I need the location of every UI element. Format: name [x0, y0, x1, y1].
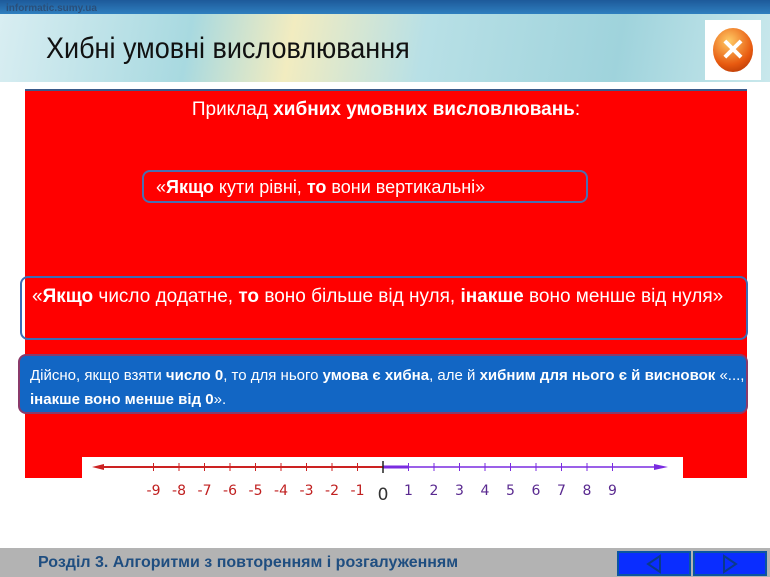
- text: ».: [213, 391, 227, 408]
- text: :: [574, 99, 581, 120]
- tick-label: 3: [455, 483, 464, 499]
- arrow-right-icon: [720, 554, 740, 574]
- arrow-right-icon: [654, 464, 668, 470]
- statement-box-1: [142, 170, 588, 203]
- text-bold: число 0: [165, 367, 224, 384]
- text-bold: Якщо: [42, 286, 94, 307]
- text: воно менше від нуля»: [523, 286, 724, 307]
- text-bold: Якщо: [166, 177, 214, 197]
- arrow-left-icon: [644, 554, 664, 574]
- text-bold: хибним для нього є й висновок: [479, 367, 716, 384]
- text: «...,: [715, 367, 745, 384]
- text-bold: інакше воно менше від 0: [30, 391, 214, 408]
- tick-label: 4: [480, 483, 490, 499]
- slide-header: [0, 0, 770, 82]
- text: «: [32, 286, 43, 307]
- text: вони вертикальні»: [326, 177, 486, 197]
- tick-label: -9: [146, 483, 161, 499]
- section-title: Розділ 3. Алгоритми з повторенням і розгалуженням: [38, 554, 459, 571]
- text-bold: то: [306, 177, 327, 197]
- arrow-left-icon: [92, 464, 104, 470]
- explanation-box: [18, 354, 748, 414]
- text: , але й: [429, 367, 480, 384]
- tick-label: -7: [197, 483, 212, 499]
- example-heading: [25, 99, 747, 121]
- text-bold: інакше: [460, 286, 524, 307]
- top-bar: [0, 0, 770, 14]
- text: Дійсно, якщо взяти: [30, 367, 166, 384]
- slide-title: Хибні умовні висловлювання: [46, 32, 410, 65]
- text: кути рівні,: [213, 177, 307, 197]
- tick-label: 1: [404, 483, 413, 499]
- tick-label: 8: [582, 483, 592, 499]
- tick-label: -6: [223, 483, 237, 499]
- close-button[interactable]: [705, 20, 761, 80]
- tick-label: 7: [557, 483, 566, 499]
- text: число додатне,: [93, 286, 239, 307]
- number-line: [0, 440, 770, 510]
- tick-label: -5: [248, 483, 263, 499]
- text: , то для нього: [223, 367, 323, 384]
- text-bold: то: [238, 286, 260, 307]
- tick-label: -8: [172, 483, 186, 499]
- next-button[interactable]: [693, 551, 767, 576]
- tick-label: 0: [377, 485, 389, 505]
- text: Приклад: [191, 99, 274, 120]
- tick-label: -3: [299, 483, 314, 499]
- text: воно більше від нуля,: [259, 286, 461, 307]
- tick-label: -2: [325, 483, 339, 499]
- tick-label: 9: [608, 483, 617, 499]
- text-bold: умова є хибна: [322, 367, 430, 384]
- text: «: [156, 177, 167, 197]
- tick-label: -1: [350, 483, 365, 499]
- tick-label: 5: [506, 483, 515, 499]
- tick-label: 6: [531, 483, 541, 499]
- tick-label: -4: [274, 483, 288, 499]
- site-name: informatic.sumy.ua: [6, 3, 97, 14]
- text-bold: хибних умовних висловлювань: [273, 99, 575, 120]
- close-icon: ✕: [713, 28, 753, 72]
- prev-button[interactable]: [617, 551, 691, 576]
- statement-box-2: [20, 276, 748, 340]
- tick-label: 2: [429, 483, 439, 499]
